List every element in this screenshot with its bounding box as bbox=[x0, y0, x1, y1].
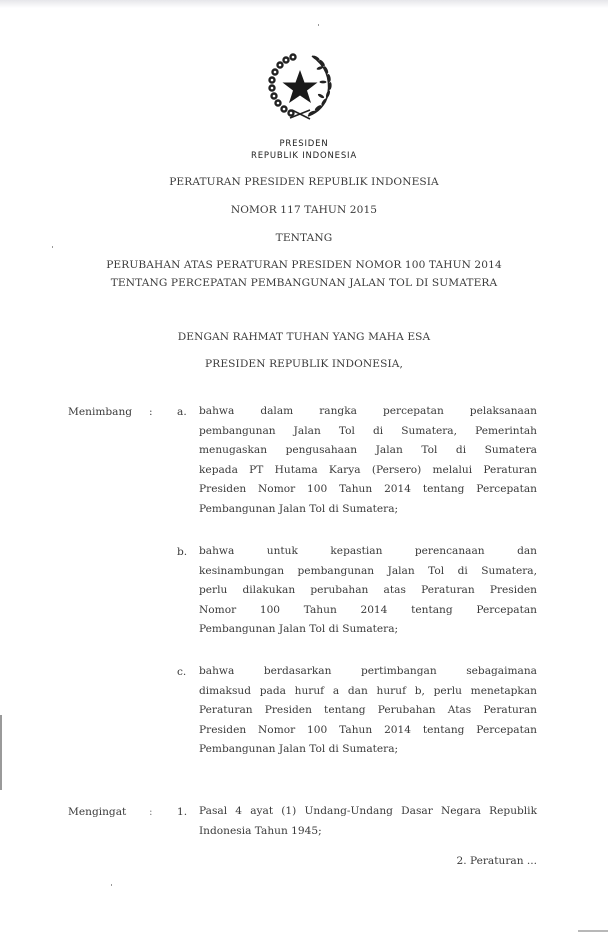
scan-speck bbox=[318, 24, 319, 26]
paragraph-line: pembangunan Jalan Tol di Sumatera, Pemerintah bbox=[199, 424, 537, 437]
mengingat-marker-1: 1. bbox=[177, 806, 188, 818]
garuda-star-emblem-icon bbox=[262, 48, 338, 124]
preamble-presiden: PRESIDEN REPUBLIK INDONESIA, bbox=[205, 358, 403, 370]
paragraph-line: Pembangunan Jalan Tol di Sumatera; bbox=[199, 623, 399, 636]
menimbang-marker-a: a. bbox=[177, 406, 187, 418]
document-number: NOMOR 117 TAHUN 2015 bbox=[230, 204, 378, 216]
document-subject-line1: PERUBAHAN ATAS PERATURAN PRESIDEN NOMOR 100 TAHUN 2014 bbox=[106, 259, 502, 271]
paragraph-line: kesinambungan pembangunan Jalan Tol di Sumatera, bbox=[199, 564, 537, 577]
scan-edge-mark bbox=[0, 715, 2, 790]
emblem-caption-republik: REPUBLIK INDONESIA bbox=[251, 151, 357, 161]
document-tentang: TENTANG bbox=[275, 232, 333, 244]
paragraph-line: Pembangunan Jalan Tol di Sumatera; bbox=[199, 743, 399, 756]
paragraph-line: dimaksud pada huruf a dan huruf b, perlu menetapkan bbox=[199, 684, 537, 697]
scan-speck bbox=[52, 246, 53, 248]
paragraph-line: Presiden Nomor 100 Tahun 2014 tentang Percepatan bbox=[199, 723, 537, 736]
scan-speck bbox=[111, 884, 112, 886]
paragraph-line: perlu dilakukan perubahan atas Peraturan Presiden bbox=[199, 584, 537, 597]
emblem-caption-presiden: PRESIDEN bbox=[279, 139, 329, 149]
paragraph-line: bahwa untuk kepastian perencanaan dan bbox=[199, 545, 537, 557]
paragraph-line: Indonesia Tahun 1945; bbox=[199, 824, 322, 837]
menimbang-marker-c: c. bbox=[177, 666, 187, 678]
paragraph-line: menugaskan pengusahaan Jalan Tol di Sumatera bbox=[199, 444, 537, 457]
preamble-rahmat: DENGAN RAHMAT TUHAN YANG MAHA ESA bbox=[177, 331, 431, 343]
paragraph-line: bahwa berdasarkan pertimbangan sebagaimana bbox=[199, 665, 537, 677]
document-subject-line2: TENTANG PERCEPATAN PEMBANGUNAN JALAN TOL DI SUMATERA bbox=[110, 277, 498, 289]
menimbang-label: Menimbang bbox=[68, 406, 133, 418]
scan-top-shadow bbox=[0, 0, 608, 8]
mengingat-label: Mengingat bbox=[68, 806, 127, 818]
paragraph-line: bahwa dalam rangka percepatan pelaksanaan bbox=[199, 405, 537, 417]
paragraph-line: Peraturan Presiden tentang Perubahan Atas Peraturan bbox=[199, 704, 537, 717]
document-title: PERATURAN PRESIDEN REPUBLIK INDONESIA bbox=[169, 176, 439, 188]
menimbang-colon: : bbox=[149, 406, 153, 418]
mengingat-colon: : bbox=[149, 806, 153, 818]
paragraph-line: Nomor 100 Tahun 2014 tentang Percepatan bbox=[199, 603, 537, 616]
menimbang-item-b bbox=[199, 542, 537, 640]
paragraph-line: kepada PT Hutama Karya (Persero) melalui Peraturan bbox=[199, 463, 537, 476]
page-continuation: 2. Peraturan ... bbox=[456, 855, 537, 867]
mengingat-item-1 bbox=[199, 802, 537, 841]
paragraph-line: Presiden Nomor 100 Tahun 2014 tentang Percepatan bbox=[199, 483, 537, 496]
paragraph-line: Pasal 4 ayat (1) Undang-Undang Dasar Negara Republik bbox=[199, 805, 537, 817]
menimbang-marker-b: b. bbox=[177, 546, 188, 558]
menimbang-item-c bbox=[199, 662, 537, 760]
paragraph-line: Pembangunan Jalan Tol di Sumatera; bbox=[199, 502, 399, 515]
menimbang-item-a bbox=[199, 402, 537, 520]
